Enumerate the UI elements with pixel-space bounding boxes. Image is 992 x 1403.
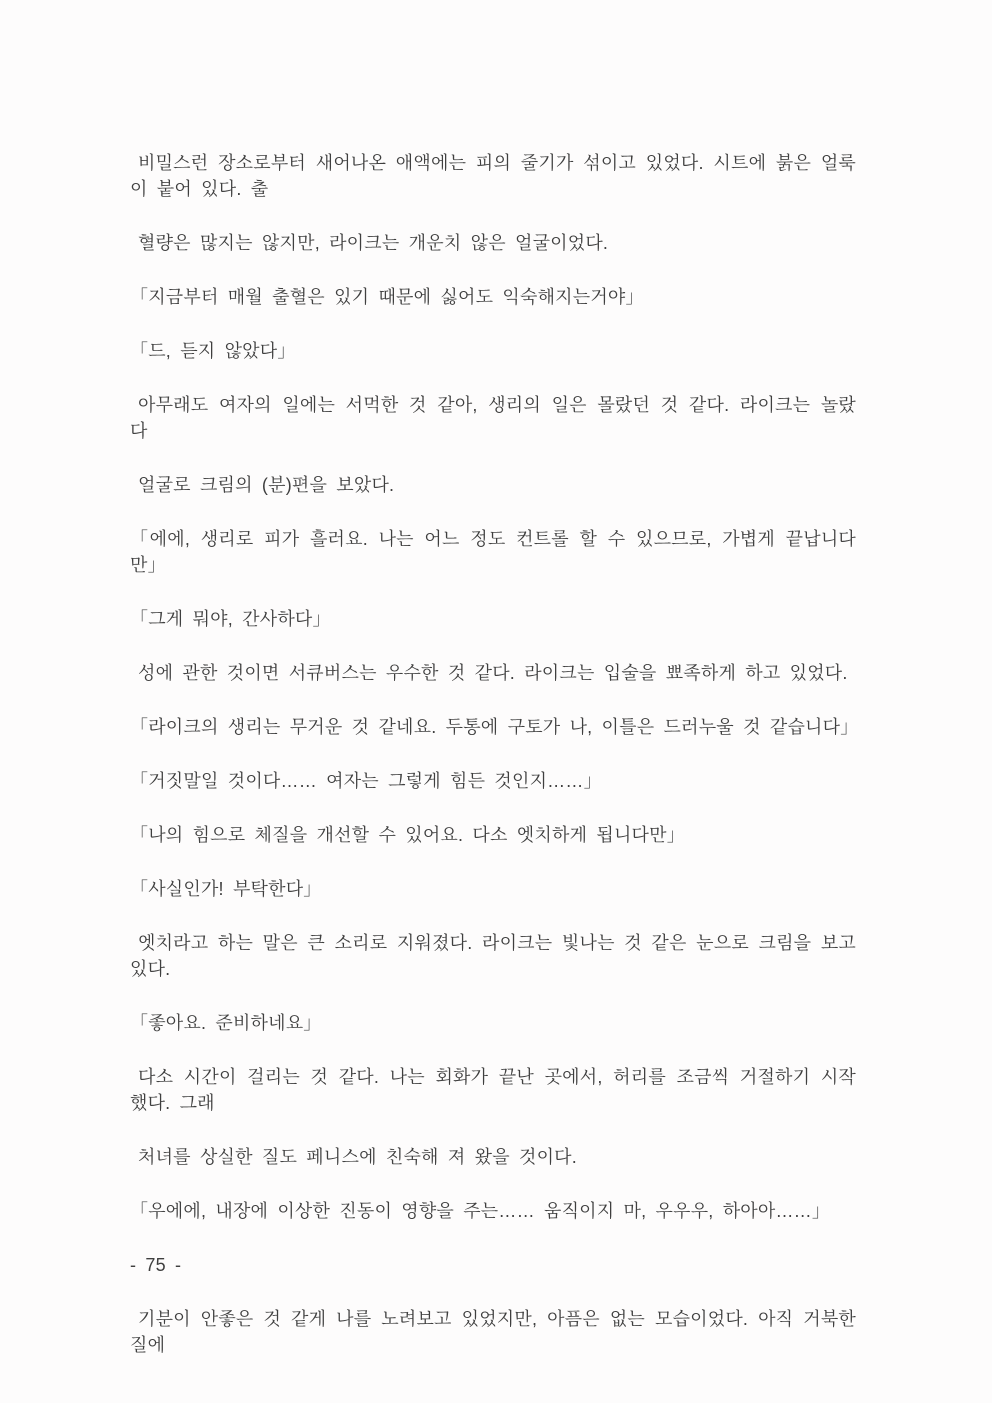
narration-line: 얼굴로 크림의 (분)편을 보았다. bbox=[138, 475, 395, 495]
dialogue-line: 「사실인가! 부탁한다」 bbox=[130, 879, 322, 899]
narration-line: 혈량은 많지는 않지만, 라이크는 개운치 않은 얼굴이었다. bbox=[138, 233, 609, 253]
dialogue-line: 「거짓말일 것이다…… 여자는 그렇게 힘든 것인지……」 bbox=[130, 771, 602, 791]
page-number: - 75 - bbox=[130, 1255, 182, 1275]
dialogue-line: 「우에에, 내장에 이상한 진동이 영향을 주는…… 움직이지 마, 우우우, 하아아……」 bbox=[130, 1201, 831, 1221]
dialogue-line: 「라이크의 생리는 무거운 것 같네요. 두통에 구토가 나, 이틀은 드러누울 것 같습니다」 bbox=[130, 717, 859, 737]
narration-line: 다소 시간이 걸리는 것 같다. 나는 회화가 끝난 곳에서, 허리를 조금씩 거절하기 시작했다. 그래 bbox=[130, 1067, 856, 1113]
narration-line: 비밀스런 장소로부터 새어나온 애액에는 피의 줄기가 섞이고 있었다. 시트에 붉은 얼룩이 붙어 있다. 출 bbox=[130, 153, 856, 199]
narration-line: 아무래도 여자의 일에는 서먹한 것 같아, 생리의 일은 몰랐던 것 같다. 라이크는 놀랐다 bbox=[130, 395, 856, 441]
narration-line: 처녀를 상실한 질도 페니스에 친숙해 져 왔을 것이다. bbox=[138, 1147, 577, 1167]
narration-line: 성에 관한 것이면 서큐버스는 우수한 것 같다. 라이크는 입술을 뾰족하게 하고 있었다. bbox=[138, 663, 848, 683]
narration-line: 엣치라고 하는 말은 큰 소리로 지워졌다. 라이크는 빛나는 것 같은 눈으로 크림을 보고 있다. bbox=[130, 933, 856, 979]
dialogue-line: 「그게 뭐야, 간사하다」 bbox=[130, 609, 331, 629]
dialogue-line: 「에에, 생리로 피가 흘러요. 나는 어느 정도 컨트롤 할 수 있으므로, 가볍게 끝납니다만」 bbox=[130, 529, 856, 575]
dialogue-line: 「드, 듣지 않았다」 bbox=[130, 341, 296, 361]
dialogue-line: 「지금부터 매월 출혈은 있기 때문에 싫어도 익숙해지는거야」 bbox=[130, 287, 644, 307]
page-text-content bbox=[130, 150, 859, 1386]
narration-line: 기분이 안좋은 것 같게 나를 노려보고 있었지만, 아픔은 없는 모습이었다. 아직 거북한 질에 bbox=[130, 1309, 856, 1355]
dialogue-line: 「나의 힘으로 체질을 개선할 수 있어요. 다소 엣치하게 됩니다만」 bbox=[130, 825, 685, 845]
dialogue-line: 「좋아요. 준비하네요」 bbox=[130, 1013, 322, 1033]
